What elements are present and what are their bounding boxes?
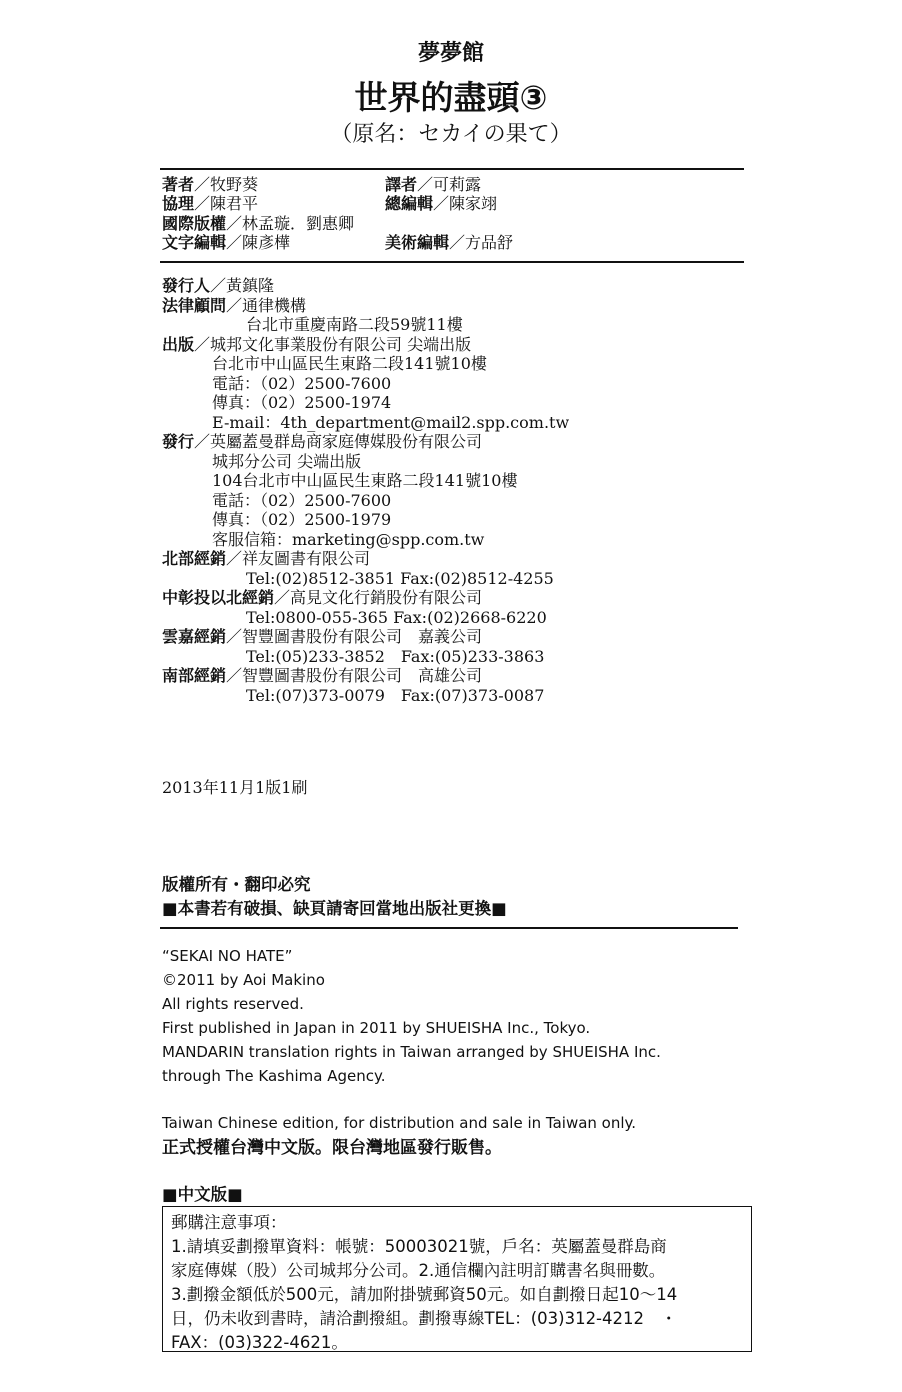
mail-order-notice-box bbox=[162, 1206, 752, 1352]
distributor-address: 104台北市中山區民生東路二段141號10樓 bbox=[212, 471, 518, 490]
license-agency: through The Kashima Agency. bbox=[162, 1067, 386, 1085]
license-first-published: First published in Japan in 2011 by SHUEISHA Inc., Tokyo. bbox=[162, 1019, 591, 1037]
press-line: 出版／城邦文化事業股份有限公司 尖端出版 bbox=[162, 335, 472, 354]
license-translation-rights: MANDARIN translation rights in Taiwan arranged by SHUEISHA Inc. bbox=[162, 1043, 661, 1061]
press-fax: 傳真：（02）2500-1974 bbox=[212, 393, 392, 412]
press-tel: 電話：（02）2500-7600 bbox=[212, 374, 392, 393]
divider-top bbox=[160, 168, 744, 170]
distributor-fax: 傳真：（02）2500-1979 bbox=[212, 510, 392, 529]
distributor-service-email: 客服信箱：marketing@spp.com.tw bbox=[212, 530, 485, 549]
central-contact: Tel:0800-055-365 Fax:(02)2668-6220 bbox=[246, 608, 547, 627]
divider-credits bbox=[160, 261, 744, 263]
publisher-line: 發行人／黃鎮隆 bbox=[162, 276, 275, 295]
notice-line: 家庭傳媒（股）公司城邦分公司。2.通信欄內註明訂購書名與冊數。 bbox=[171, 1261, 666, 1280]
credit-text-editor: 文字編輯／陳彥樺 bbox=[162, 233, 291, 252]
edition-line: 2013年11月1版1刷 bbox=[162, 778, 308, 797]
legal-address: 台北市重慶南路二段59號11樓 bbox=[246, 315, 463, 334]
license-title: “SEKAI NO HATE” bbox=[162, 947, 293, 965]
notice-line: FAX：(03)322-4621。 bbox=[171, 1333, 348, 1352]
north-contact: Tel:(02)8512-3851 Fax:(02)8512-4255 bbox=[246, 569, 554, 588]
south-contact: Tel:(07)373-0079 Fax:(07)373-0087 bbox=[246, 686, 545, 705]
north-distributor: 北部經銷／祥友圖書有限公司 bbox=[162, 549, 371, 568]
authorized-edition: 正式授權台灣中文版。限台灣地區發行販售。 bbox=[162, 1138, 502, 1158]
license-reserved: All rights reserved. bbox=[162, 995, 304, 1013]
credit-author: 著者／牧野葵 bbox=[162, 175, 259, 194]
divider-license bbox=[160, 927, 738, 929]
license-distribution: Taiwan Chinese edition, for distribution and sale in Taiwan only. bbox=[162, 1114, 637, 1132]
credit-rights: 國際版權／林孟璇．劉惠卿 bbox=[162, 214, 355, 233]
notice-line: 郵購注意事項： bbox=[171, 1213, 287, 1232]
license-copyright: ©2011 by Aoi Makino bbox=[162, 971, 325, 989]
yunjia-contact: Tel:(05)233-3852 Fax:(05)233-3863 bbox=[246, 647, 545, 666]
distributor-line: 發行／英屬蓋曼群島商家庭傳媒股份有限公司 bbox=[162, 432, 483, 451]
credit-art-editor: 美術編輯／方品舒 bbox=[385, 233, 514, 252]
distributor-branch: 城邦分公司 尖端出版 bbox=[212, 452, 362, 471]
credit-chief-editor: 總編輯／陳家翊 bbox=[385, 194, 498, 213]
chinese-edition-heading: ■中文版■ bbox=[162, 1185, 243, 1204]
original-title: （原名：セカイの果て） bbox=[330, 122, 572, 147]
press-email: E-mail：4th_department@mail2.spp.com.tw bbox=[212, 413, 570, 432]
press-address: 台北市中山區民生東路二段141號10樓 bbox=[212, 354, 487, 373]
credit-assistant: 協理／陳君平 bbox=[162, 194, 259, 213]
notice-line: 日，仍未收到書時，請洽劃撥組。劃撥專線TEL：(03)312-4212 ・ bbox=[171, 1309, 678, 1328]
credit-translator: 譯者／可莉露 bbox=[385, 175, 482, 194]
damage-notice: ■本書若有破損、缺頁請寄回當地出版社更換■ bbox=[162, 899, 507, 918]
legal-line: 法律顧問／通律機構 bbox=[162, 296, 307, 315]
distributor-tel: 電話：（02）2500-7600 bbox=[212, 491, 392, 510]
central-distributor: 中彰投以北經銷／高見文化行銷股份有限公司 bbox=[162, 588, 483, 607]
notice-line: 3.劃撥金額低於500元，請加附掛號郵資50元。如自劃撥日起10～14 bbox=[171, 1285, 678, 1304]
south-distributor: 南部經銷／智豐圖書股份有限公司 高雄公司 bbox=[162, 666, 483, 685]
yunjia-distributor: 雲嘉經銷／智豐圖書股份有限公司 嘉義公司 bbox=[162, 627, 483, 646]
copyright-notice: 版權所有・翻印必究 bbox=[162, 875, 311, 894]
book-title: 世界的盡頭③ bbox=[354, 78, 548, 117]
notice-line: 1.請填妥劃撥單資料：帳號：50003021號，戶名：英屬蓋曼群島商 bbox=[171, 1237, 667, 1256]
imprint-name: 夢夢館 bbox=[417, 41, 484, 66]
